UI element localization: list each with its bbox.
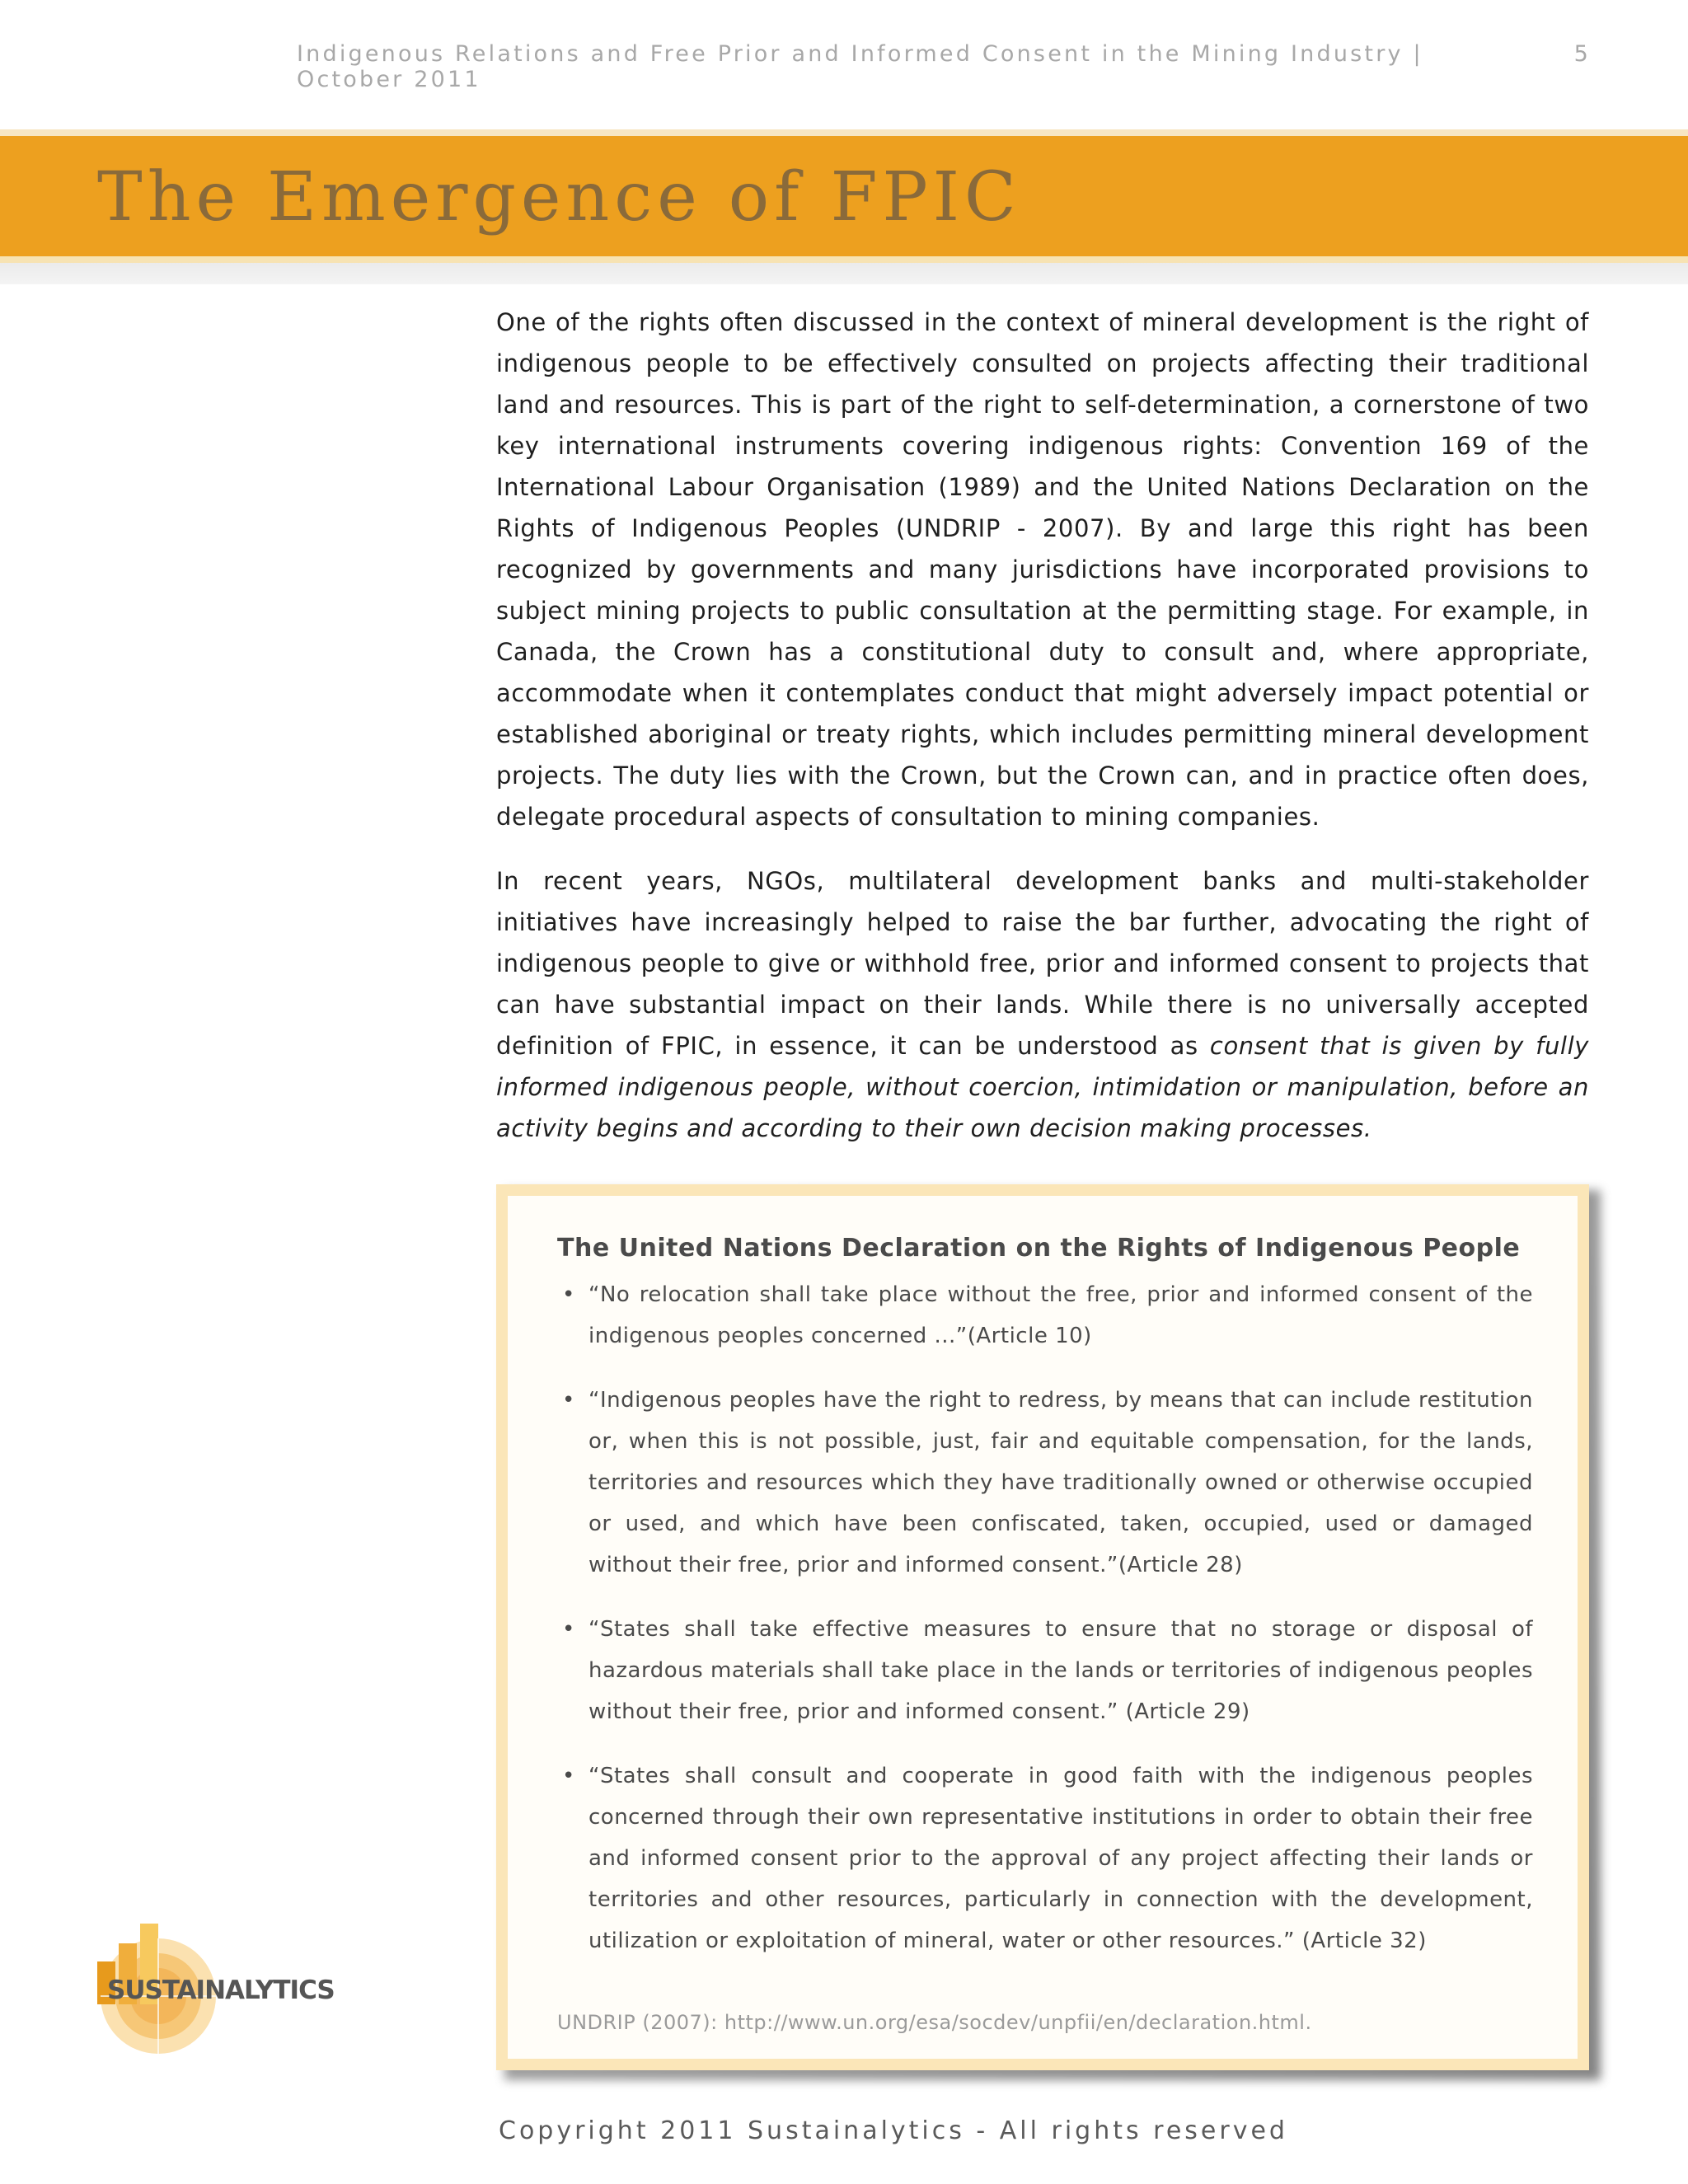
undrip-source: UNDRIP (2007): http://www.un.org/esa/socdev/unpfii/en/declaration.html. bbox=[557, 2011, 1312, 2034]
title-band-bar bbox=[0, 129, 1688, 263]
body-paragraph-2-lead: In recent years, NGOs, multilateral development banks and multi-stakeholder initiatives have increasingly helped to raise the bar further, advocating the right of indigenous people to give or withhold free, prior and informed consent to projects that can have substantial impact on their lands. While there is no universally accepted definition of FPIC, in essence, it can be understood as bbox=[496, 867, 1589, 1060]
body-paragraph-2 bbox=[496, 860, 1589, 1149]
undrip-quote-list bbox=[557, 1274, 1533, 1961]
quote-text: “No relocation shall take place without the free, prior and informed consent of the indigenous peoples concerned ...”(Article 10) bbox=[588, 1282, 1533, 1348]
page-title: The Emergence of FPIC bbox=[97, 158, 1021, 237]
fpic-definition: consent that is given by fully informed indigenous people, without coercion, intimidation or manipulation, before an activity begins and according to their own decision making processes. bbox=[496, 1032, 1590, 1142]
page-number: 5 bbox=[1573, 41, 1591, 67]
logo-wordmark: SUSTAINALYTICS bbox=[107, 1975, 335, 2005]
quote-text: “States shall consult and cooperate in good faith with the indigenous peoples concerned through their own representative institutions in order to obtain their free and informed consent prior to the approval of any project affecting their lands or territories and other resources, particularly in connection with the development, utilization or exploitation of mineral, water or other resources.” (Article 32) bbox=[588, 1764, 1533, 1953]
quote-text: “States shall take effective measures to ensure that no storage or disposal of hazardous materials shall take place in the lands or territories of indigenous peoples without their free, prior and informed consent.” (Article 29) bbox=[588, 1617, 1533, 1724]
bullet-icon: • bbox=[562, 1617, 575, 1642]
undrip-box bbox=[496, 1184, 1589, 2070]
running-title: Indigenous Relations and Free Prior and Informed Consent in the Mining Industry | October 2011 bbox=[297, 41, 1423, 92]
body-text bbox=[496, 302, 1589, 1172]
quote-text: “Indigenous peoples have the right to redress, by means that can include restitution or, when this is not possible, just, fair and equitable compensation, for the lands, territories and resources which they have traditionally owned or otherwise occupied or used, and which have been confiscated, taken, occupied, used or damaged without their free, prior and informed consent.”(Article 28) bbox=[588, 1388, 1533, 1577]
list-item bbox=[557, 1755, 1533, 1961]
list-item bbox=[557, 1609, 1533, 1732]
bullet-icon: • bbox=[562, 1388, 575, 1413]
bullet-icon: • bbox=[562, 1282, 575, 1307]
list-item bbox=[557, 1274, 1533, 1357]
running-header bbox=[297, 41, 1591, 92]
title-band bbox=[0, 129, 1688, 284]
undrip-box-title: The United Nations Declaration on the Rights of Indigenous People bbox=[557, 1234, 1521, 1263]
bullet-icon: • bbox=[562, 1764, 575, 1788]
body-paragraph-1: One of the rights often discussed in the context of mineral development is the right of indigenous people to be effectively consulted on projects affecting their traditional land and resources. This is part of the right to self-determination, a cornerstone of two key international instruments covering indigenous rights: Convention 169 of the International Labour Organisation (1989) and the United Nations Declaration on the Rights of Indigenous Peoples (UNDRIP - 2007). By and large this right has been recognized by governments and many jurisdictions have incorporated provisions to subject mining projects to public consultation at the permitting stage. For example, in Canada, the Crown has a constitutional duty to consult and, where appropriate, accommodate when it contemplates conduct that might adversely impact potential or established aboriginal or treaty rights, which includes permitting mineral development projects. The duty lies with the Crown, but the Crown can, and in practice often does, delegate procedural aspects of consultation to mining companies. bbox=[496, 308, 1589, 831]
sustainalytics-logo bbox=[92, 1920, 364, 2060]
footer-copyright: Copyright 2011 Sustainalytics - All rights reserved bbox=[499, 2116, 1288, 2145]
list-item bbox=[557, 1380, 1533, 1586]
